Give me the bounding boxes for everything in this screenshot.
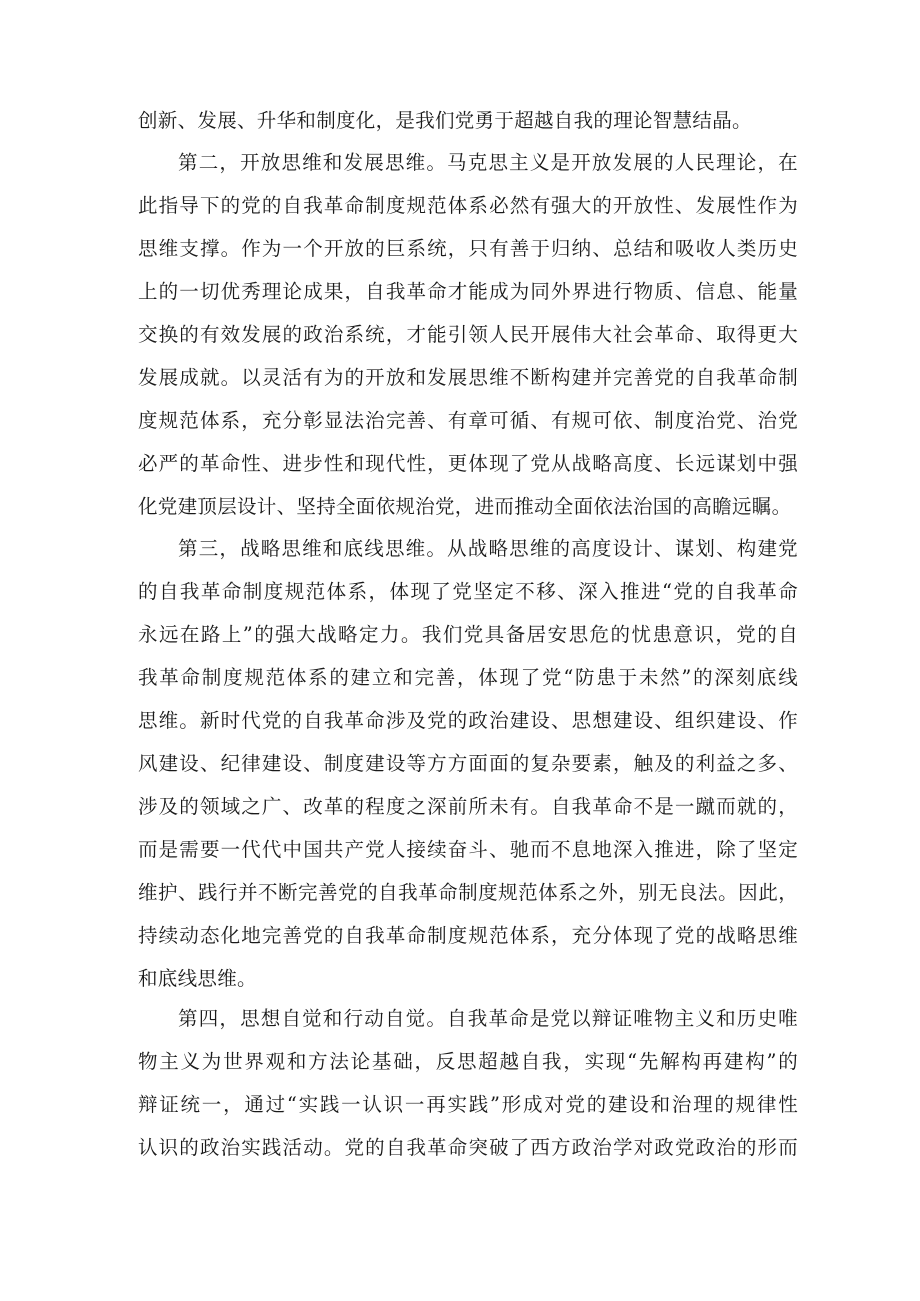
text-line: 而是需要一代代中国共产党人接续奋斗、驰而不息地深入推进，除了坚定 (138, 838, 798, 861)
text-line: 第三，战略思维和底线思维。从战略思维的高度设计、谋划、构建党 (178, 537, 798, 560)
text-line: 上的一切优秀理论成果，自我革命才能成为同外界进行物质、信息、能量 (138, 280, 798, 303)
paragraph-fourth-conscious-thinking (138, 997, 798, 1169)
text-line: 的自我革命制度规范体系，体现了党坚定不移、深入推进“党的自我革命 (138, 580, 798, 603)
text-line: 第二，开放思维和发展思维。马克思主义是开放发展的人民理论，在 (178, 151, 798, 174)
text-line: 我革命制度规范体系的建立和完善，体现了党“防患于未然”的深刻底线 (138, 666, 798, 689)
paragraph-second-open-thinking (138, 141, 798, 528)
text-line: 第四，思想自觉和行动自觉。自我革命是党以辩证唯物主义和历史唯 (178, 1007, 798, 1030)
text-line: 必严的革命性、进步性和现代性，更体现了党从战略高度、长远谋划中强 (138, 452, 798, 475)
text-line: 持续动态化地完善党的自我革命制度规范体系，充分体现了党的战略思维 (138, 924, 798, 947)
text-line: 维护、践行并不断完善党的自我革命制度规范体系之外，别无良法。因此， (138, 881, 798, 904)
text-line: 创新、发展、升华和制度化，是我们党勇于超越自我的理论智慧结晶。 (138, 109, 752, 132)
text-line: 物主义为世界观和方法论基础，反思超越自我，实现“先解构再建构”的 (138, 1050, 798, 1073)
paragraph-third-strategic-thinking (138, 527, 798, 1000)
text-line: 和底线思维。 (138, 967, 257, 990)
paragraph-1-tail (138, 99, 798, 142)
text-line: 认识的政治实践活动。党的自我革命突破了西方政治学对政党政治的形而 (138, 1136, 798, 1159)
text-line: 涉及的领域之广、改革的程度之深前所未有。自我革命不是一蹴而就的， (138, 795, 798, 818)
text-line: 此指导下的党的自我革命制度规范体系必然有强大的开放性、发展性作为 (138, 194, 798, 217)
text-line: 化党建顶层设计、坚持全面依规治党，进而推动全面依法治国的高瞻远瞩。 (138, 495, 792, 518)
text-line: 思维支撑。作为一个开放的巨系统，只有善于归纳、总结和吸收人类历史 (138, 237, 798, 260)
text-line: 永远在路上”的强大战略定力。我们党具备居安思危的忧患意识，党的自 (138, 623, 798, 646)
text-line: 交换的有效发展的政治系统，才能引领人民开展伟大社会革命、取得更大 (138, 323, 798, 346)
text-line: 发展成就。以灵活有为的开放和发展思维不断构建并完善党的自我革命制 (138, 366, 798, 389)
text-line: 思维。新时代党的自我革命涉及党的政治建设、思想建设、组织建设、作 (138, 709, 798, 732)
text-line: 辩证统一，通过“实践一认识一再实践”形成对党的建设和治理的规律性 (138, 1093, 798, 1116)
text-line: 度规范体系，充分彰显法治完善、有章可循、有规可依、制度治党、治党 (138, 409, 798, 432)
text-line: 风建设、纪律建设、制度建设等方方面面的复杂要素，触及的利益之多、 (138, 752, 798, 775)
